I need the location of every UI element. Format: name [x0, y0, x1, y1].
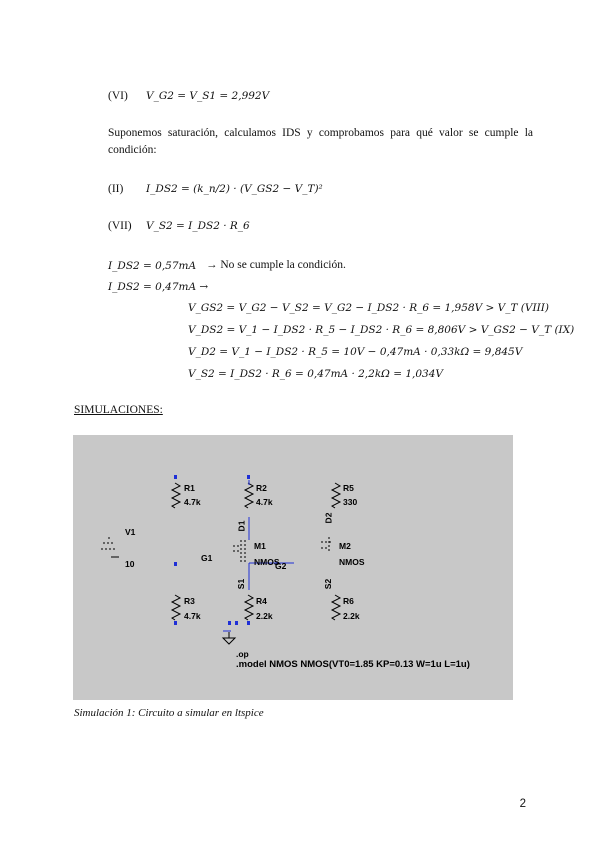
check-vds2: V_DS2 = V_1 − I_DS2 · R_5 − I_DS2 · R_6 = 8,806V > V_GS2 − V_T (IX)	[188, 324, 575, 336]
resistor-r1-symbol	[172, 483, 180, 508]
resistor-r2-symbol	[245, 483, 253, 508]
transistor-m1-symbol	[233, 540, 245, 562]
equation-vii: V_S2 = I_DS2 · R_6	[146, 220, 250, 232]
trial-1-note: → No se cumple la condición.	[206, 259, 346, 271]
label-r5: R5	[343, 483, 354, 493]
equation-vi: V_G2 = V_S1 = 2,992V	[146, 90, 270, 102]
label-m1: M1	[254, 541, 266, 551]
label-r4: R4	[256, 596, 267, 606]
source-v1-symbol	[101, 537, 117, 549]
check-vs2: V_S2 = I_DS2 · R_6 = 0,47mA · 2,2kΩ = 1,034V	[188, 368, 444, 380]
label-r2: R2	[256, 483, 267, 493]
label-s2: S2	[323, 578, 334, 590]
label-d2: D2	[323, 512, 334, 524]
intro-paragraph: Suponemos saturación, calculamos IDS y comprobamos para qué valor se cumple la condición:	[108, 127, 533, 156]
value-r2: 4.7k	[256, 497, 273, 507]
value-r5: 330	[343, 497, 358, 507]
figure-caption: Simulación 1: Circuito a simular en ltspice	[74, 707, 264, 719]
model-m1: NMOS	[254, 557, 280, 567]
value-r4: 2.2k	[256, 611, 273, 621]
check-vgs2: V_GS2 = V_G2 − V_S2 = V_G2 − I_DS2 · R_6 = 1,958V > V_T (VIII)	[188, 302, 550, 314]
section-heading: SIMULACIONES:	[74, 404, 163, 416]
directive-op: .op	[236, 649, 249, 659]
label-r1: R1	[184, 483, 195, 493]
trial-1-expr: I_DS2 = 0,57mA	[108, 260, 197, 272]
transistor-m2-symbol	[321, 537, 331, 553]
value-v1: 10	[125, 559, 135, 569]
label-g1: G1	[201, 553, 213, 563]
value-r3: 4.7k	[184, 611, 201, 621]
label-v1: V1	[125, 527, 136, 537]
model-m2: NMOS	[339, 557, 365, 567]
check-vd2: V_D2 = V_1 − I_DS2 · R_5 = 10V − 0,47mA · 0,33kΩ = 9,845V	[188, 346, 523, 358]
resistor-r5-symbol	[332, 483, 340, 508]
value-r6: 2.2k	[343, 611, 360, 621]
ltspice-schematic	[73, 435, 513, 700]
equation-vi-tag: (VI)	[108, 90, 128, 102]
trial-2-expr: I_DS2 = 0,47mA →	[108, 281, 209, 293]
directive-model: .model NMOS NMOS(VT0=1.85 KP=0.13 W=1u L=1u)	[236, 659, 470, 670]
resistor-r4-symbol	[245, 595, 253, 620]
label-m2: M2	[339, 541, 351, 551]
label-s1: S1	[236, 578, 247, 590]
value-r1: 4.7k	[184, 497, 201, 507]
resistor-r3-symbol	[172, 595, 180, 620]
label-r3: R3	[184, 596, 195, 606]
label-g2: G2	[275, 561, 287, 571]
equation-ii: I_DS2 = (k_n/2) · (V_GS2 − V_T)²	[146, 183, 323, 195]
label-d1: D1	[236, 520, 247, 532]
equation-vii-tag: (VII)	[108, 220, 132, 232]
page-number: 2	[519, 798, 526, 810]
resistor-r6-symbol	[332, 595, 340, 620]
ground-symbol	[223, 638, 235, 644]
label-r6: R6	[343, 596, 354, 606]
equation-ii-tag: (II)	[108, 183, 124, 195]
